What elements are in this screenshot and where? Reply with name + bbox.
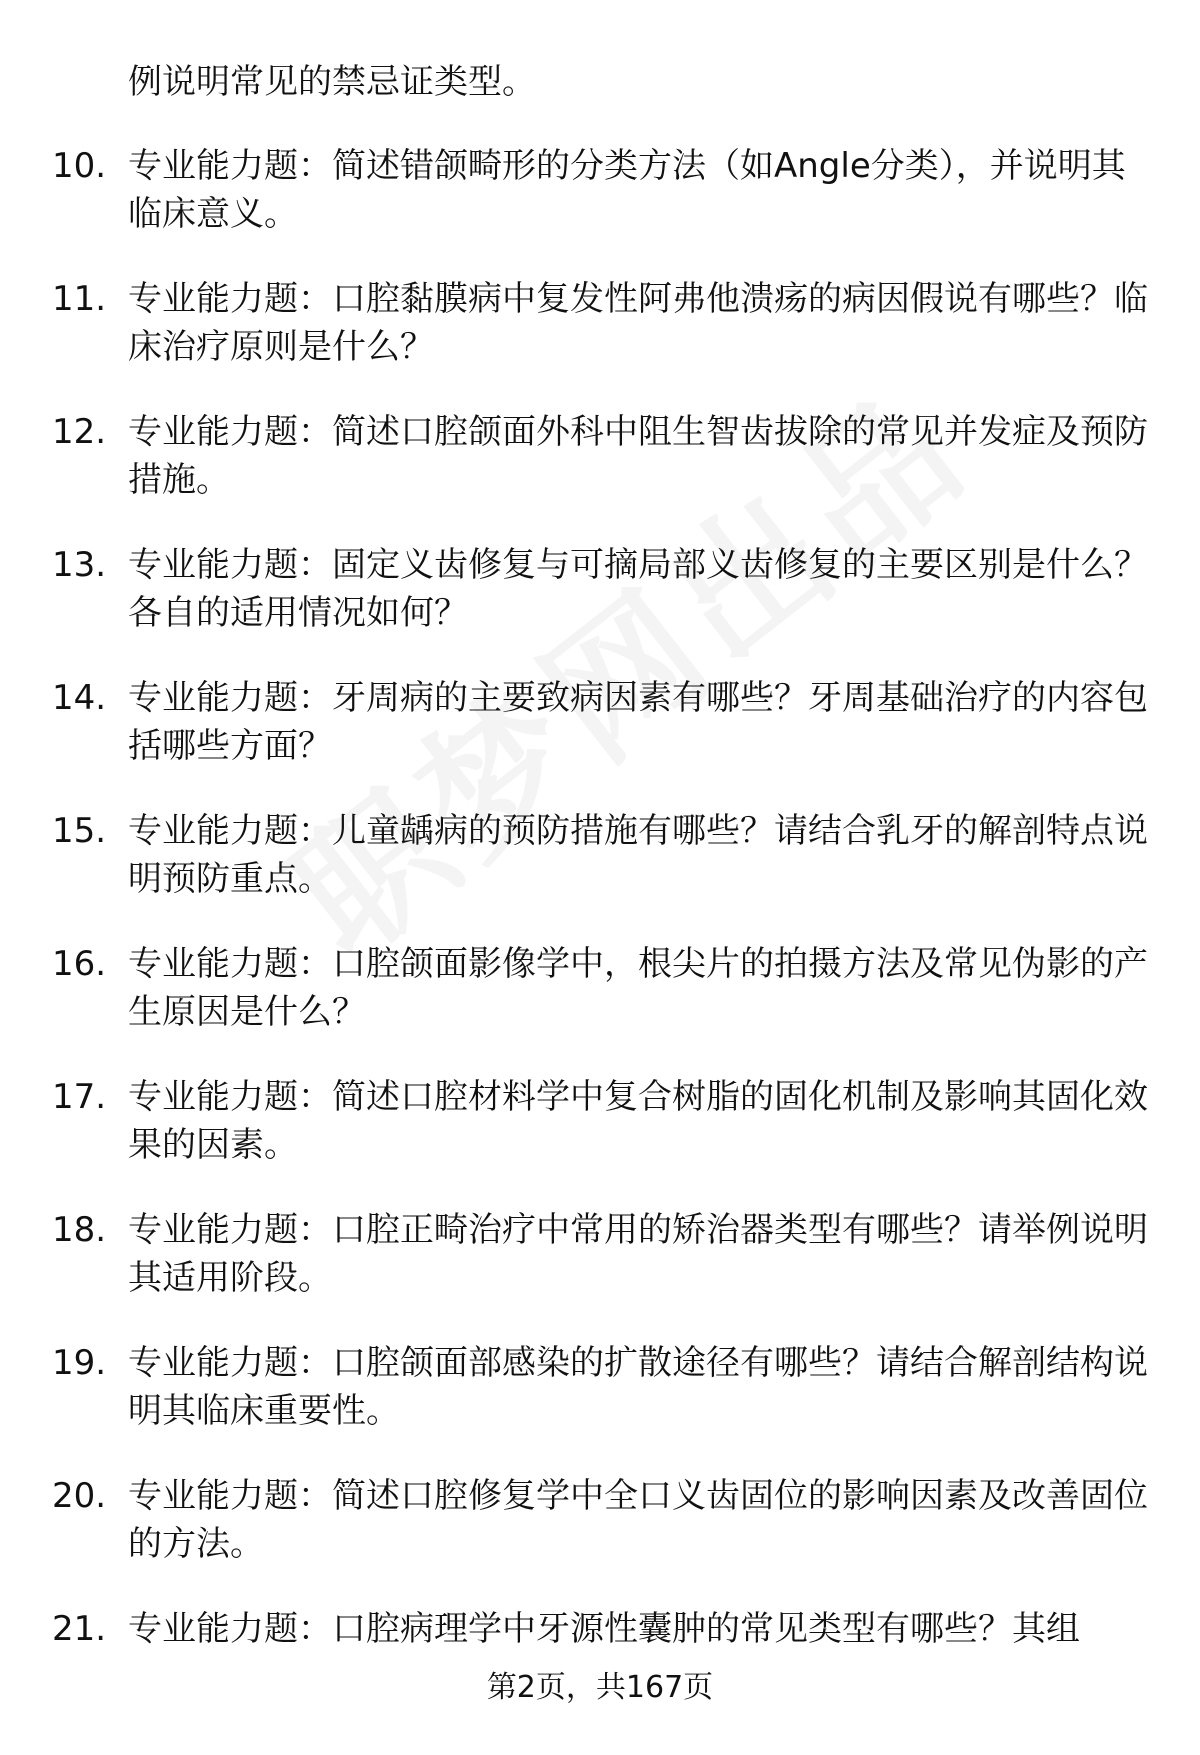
question-item [0,940,1200,1073]
question-list [0,142,1200,1738]
question-text: 专业能力题：简述口腔颌面外科中阻生智齿拔除的常见并发症及预防措施。 [128,412,1148,500]
question-number: 10. [52,146,107,186]
question-number: 14. [52,678,107,718]
question-text: 专业能力题：牙周病的主要致病因素有哪些？牙周基础治疗的内容包括哪些方面？ [128,678,1148,766]
question-number: 13. [52,545,107,585]
question-text: 专业能力题：简述口腔修复学中全口义齿固位的影响因素及改善固位的方法。 [128,1476,1148,1564]
question-number: 11. [52,279,107,319]
question-number: 20. [52,1476,107,1516]
question-item [0,1472,1200,1605]
question-text: 专业能力题：简述错颌畸形的分类方法（如Angle分类），并说明其临床意义。 [128,146,1126,234]
page-number-footer: 第2页，共167页 [486,1670,714,1705]
question-text: 专业能力题：口腔颌面影像学中，根尖片的拍摄方法及常见伪影的产生原因是什么？ [128,944,1148,1032]
question-number: 12. [52,412,107,452]
question-item [0,408,1200,541]
question-number: 15. [52,811,107,851]
question-item [0,1073,1200,1206]
question-item [0,1206,1200,1339]
question-item [0,674,1200,807]
question-text: 专业能力题：口腔正畸治疗中常用的矫治器类型有哪些？请举例说明其适用阶段。 [128,1210,1148,1298]
question-item [0,1339,1200,1472]
question-number: 16. [52,944,107,984]
question-text: 专业能力题：简述口腔材料学中复合树脂的固化机制及影响其固化效果的因素。 [128,1077,1148,1165]
question-number: 18. [52,1210,107,1250]
question-number: 21. [52,1609,107,1649]
question-item [0,142,1200,275]
question-item [0,275,1200,408]
question-item [0,541,1200,674]
continuation-text: 例说明常见的禁忌证类型。 [128,62,536,102]
question-number: 17. [52,1077,107,1117]
question-text: 专业能力题：儿童龋病的预防措施有哪些？请结合乳牙的解剖特点说明预防重点。 [128,811,1148,899]
question-number: 19. [52,1343,107,1383]
question-text: 专业能力题：口腔病理学中牙源性囊肿的常见类型有哪些？其组 [128,1609,1080,1649]
question-text: 专业能力题：口腔颌面部感染的扩散途径有哪些？请结合解剖结构说明其临床重要性。 [128,1343,1148,1431]
question-text: 专业能力题：口腔黏膜病中复发性阿弗他溃疡的病因假说有哪些？临床治疗原则是什么？ [128,279,1148,367]
question-text: 专业能力题：固定义齿修复与可摘局部义齿修复的主要区别是什么？各自的适用情况如何？ [128,545,1148,633]
question-item [0,807,1200,940]
